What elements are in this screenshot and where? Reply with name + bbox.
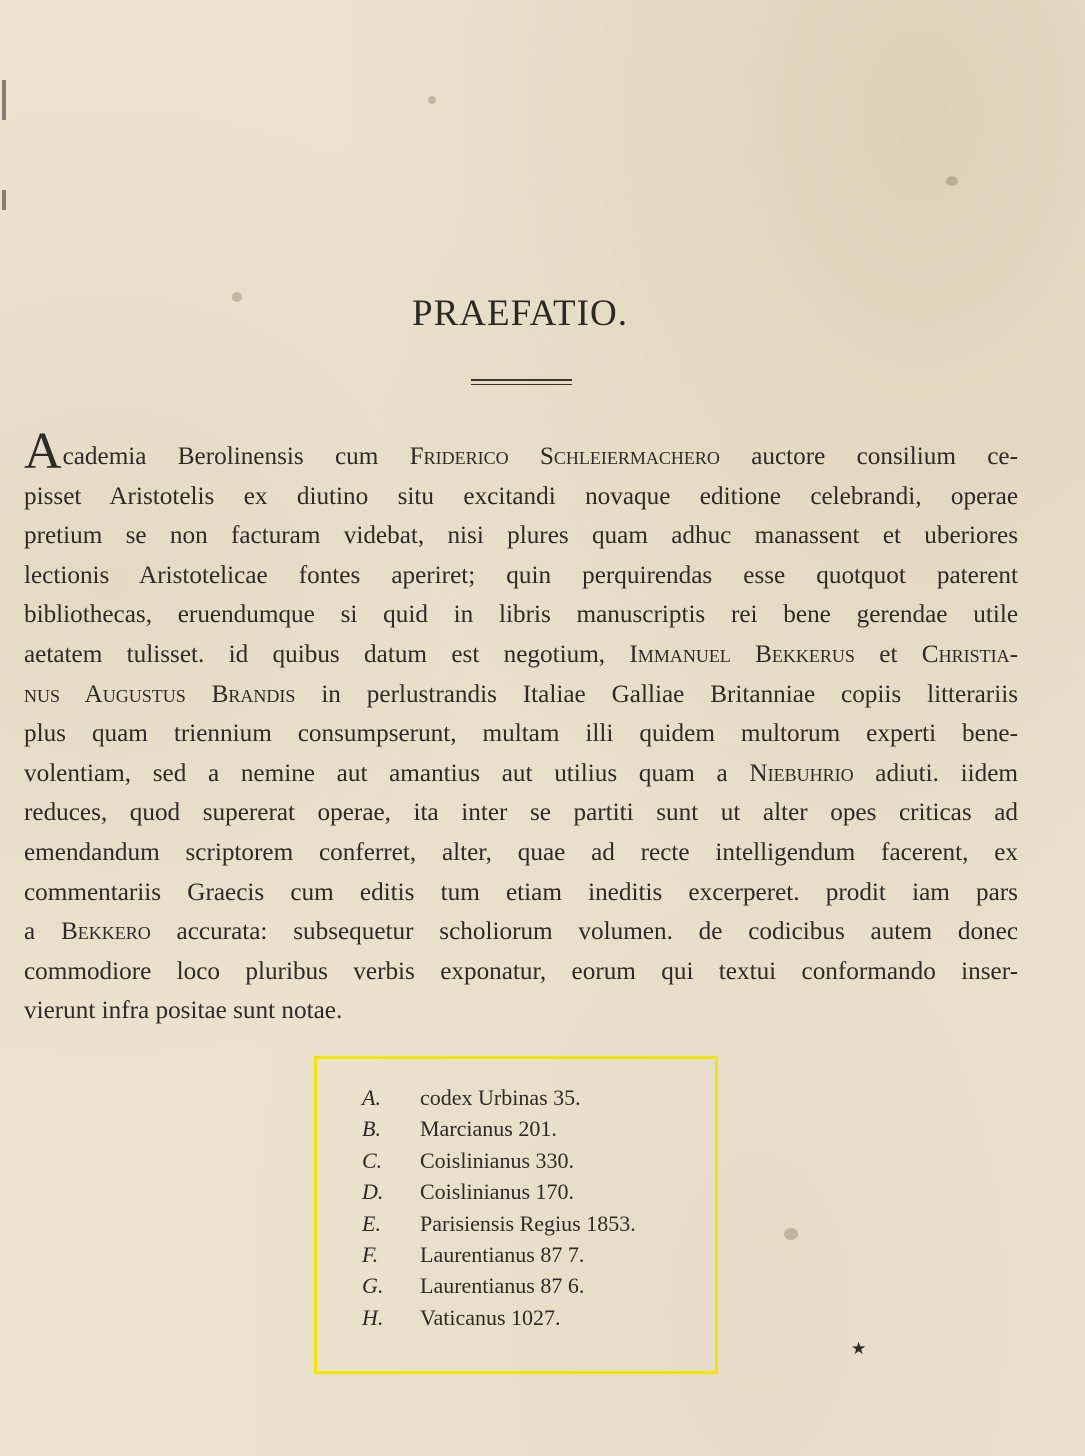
text-segment: pretium se non facturam videbat, nisi plures quam adhuc manassent et uberiores: [24, 522, 1018, 550]
proper-name: Immanuel Bekkerus: [629, 640, 855, 668]
text-line: [24, 793, 1018, 833]
text-segment: plus quam triennium consumpserunt, multam illi quidem multorum experti bene-: [24, 720, 1018, 748]
codex-name: Coislinianus 170.: [420, 1179, 575, 1205]
text-segment: a: [24, 918, 61, 946]
codex-siglum: C.: [362, 1147, 383, 1173]
text-segment: in perlustrandis Italiae Galliae Britanniae copiis litterariis: [295, 680, 1018, 708]
paper-speck: [784, 1228, 798, 1240]
codex-name: Parisiensis Regius 1853.: [420, 1210, 636, 1236]
codex-siglum: G.: [362, 1273, 384, 1299]
text-segment: lectionis Aristotelicae fontes aperiret; quin perquirendas esse quotquot paterent: [24, 561, 1018, 589]
paper-speck: [946, 176, 958, 186]
text-segment: pisset Aristotelis ex diutino situ excitandi novaque editione celebrandi, operae: [24, 482, 1018, 510]
codex-name: Coislinianus 330.: [420, 1147, 575, 1173]
text-line: [24, 833, 1018, 873]
codex-entry: [358, 1302, 636, 1333]
text-line: [24, 952, 1018, 992]
text-line: [24, 595, 1018, 635]
star-ornament: ★: [851, 1339, 867, 1359]
preface-paragraph: [24, 423, 1019, 1031]
text-segment: cademia Berolinensis cum: [62, 443, 410, 470]
drop-capital: A: [24, 423, 62, 480]
text-line: [24, 635, 1018, 675]
codex-name: Marcianus 201.: [420, 1116, 557, 1142]
text-segment: vierunt infra positae sunt notae.: [24, 997, 343, 1025]
text-segment: aetatem tulisset. id quibus datum est negotium,: [24, 640, 630, 668]
text-segment: reduces, quod supererat operae, ita inter se partiti sunt ut alter opes criticas ad: [24, 799, 1018, 827]
text-line: [24, 754, 1018, 794]
proper-name: Niebuhrio: [749, 759, 854, 787]
codex-entry: [358, 1270, 636, 1301]
paper-speck: [428, 96, 436, 104]
codex-name: Laurentianus 87 7.: [420, 1242, 585, 1268]
codex-siglum: F.: [362, 1242, 379, 1268]
text-segment: adiuti. iidem: [853, 759, 1018, 787]
margin-mark: [2, 190, 6, 210]
codex-entry: [358, 1113, 636, 1144]
codex-entry: [358, 1082, 636, 1113]
text-line: [24, 714, 1018, 754]
text-segment: volentiam, sed a nemine aut amantius aut utilius quam a: [24, 759, 750, 787]
text-segment: commodiore loco pluribus verbis exponatur, eorum qui textui conformando inser-: [24, 957, 1018, 985]
codex-entry: [358, 1239, 636, 1270]
codex-entry: [358, 1176, 636, 1207]
proper-name: Christia-: [921, 640, 1018, 668]
page-title: PRAEFATIO.: [412, 293, 628, 334]
codex-name: Vaticanus 1027.: [420, 1304, 561, 1330]
codex-siglum: A.: [362, 1085, 381, 1110]
text-line: [24, 873, 1018, 913]
codex-name: codex Urbinas 35.: [420, 1085, 581, 1110]
proper-name: nus Augustus Brandis: [24, 680, 296, 708]
proper-name: Friderico Schleiermachero: [409, 443, 720, 470]
title-rule: [471, 379, 572, 385]
codex-name: Laurentianus 87 6.: [420, 1273, 585, 1299]
text-segment: emendandum scriptorem conferret, alter, quae ad recte intelligendum facerent, ex: [24, 838, 1018, 866]
text-line: [24, 477, 1018, 517]
text-segment: accurata: subsequetur scholiorum volumen. de codicibus autem donec: [150, 918, 1018, 946]
text-segment: auctore consilium ce-: [719, 443, 1019, 470]
proper-name: Bekkero: [60, 918, 151, 946]
codex-siglum: H.: [362, 1304, 384, 1330]
codex-siglum: B.: [362, 1116, 381, 1142]
text-line: [24, 675, 1018, 715]
text-line: [24, 423, 1019, 480]
text-segment: et: [854, 640, 922, 668]
codex-sigla-list: [358, 1082, 636, 1333]
margin-mark: [2, 80, 6, 120]
text-line: [24, 912, 1018, 952]
text-segment: commentariis Graecis cum editis tum etiam ineditis excerperet. prodit iam pars: [24, 878, 1018, 906]
text-line: [24, 516, 1018, 556]
codex-siglum: E.: [362, 1210, 381, 1236]
codex-entry: [358, 1145, 636, 1176]
codex-siglum: D.: [362, 1179, 384, 1205]
text-line: [24, 556, 1018, 596]
text-segment: bibliothecas, eruendumque si quid in libris manuscriptis rei bene gerendae utile: [24, 601, 1018, 629]
text-line: [24, 991, 1018, 1031]
codex-entry: [358, 1208, 636, 1239]
